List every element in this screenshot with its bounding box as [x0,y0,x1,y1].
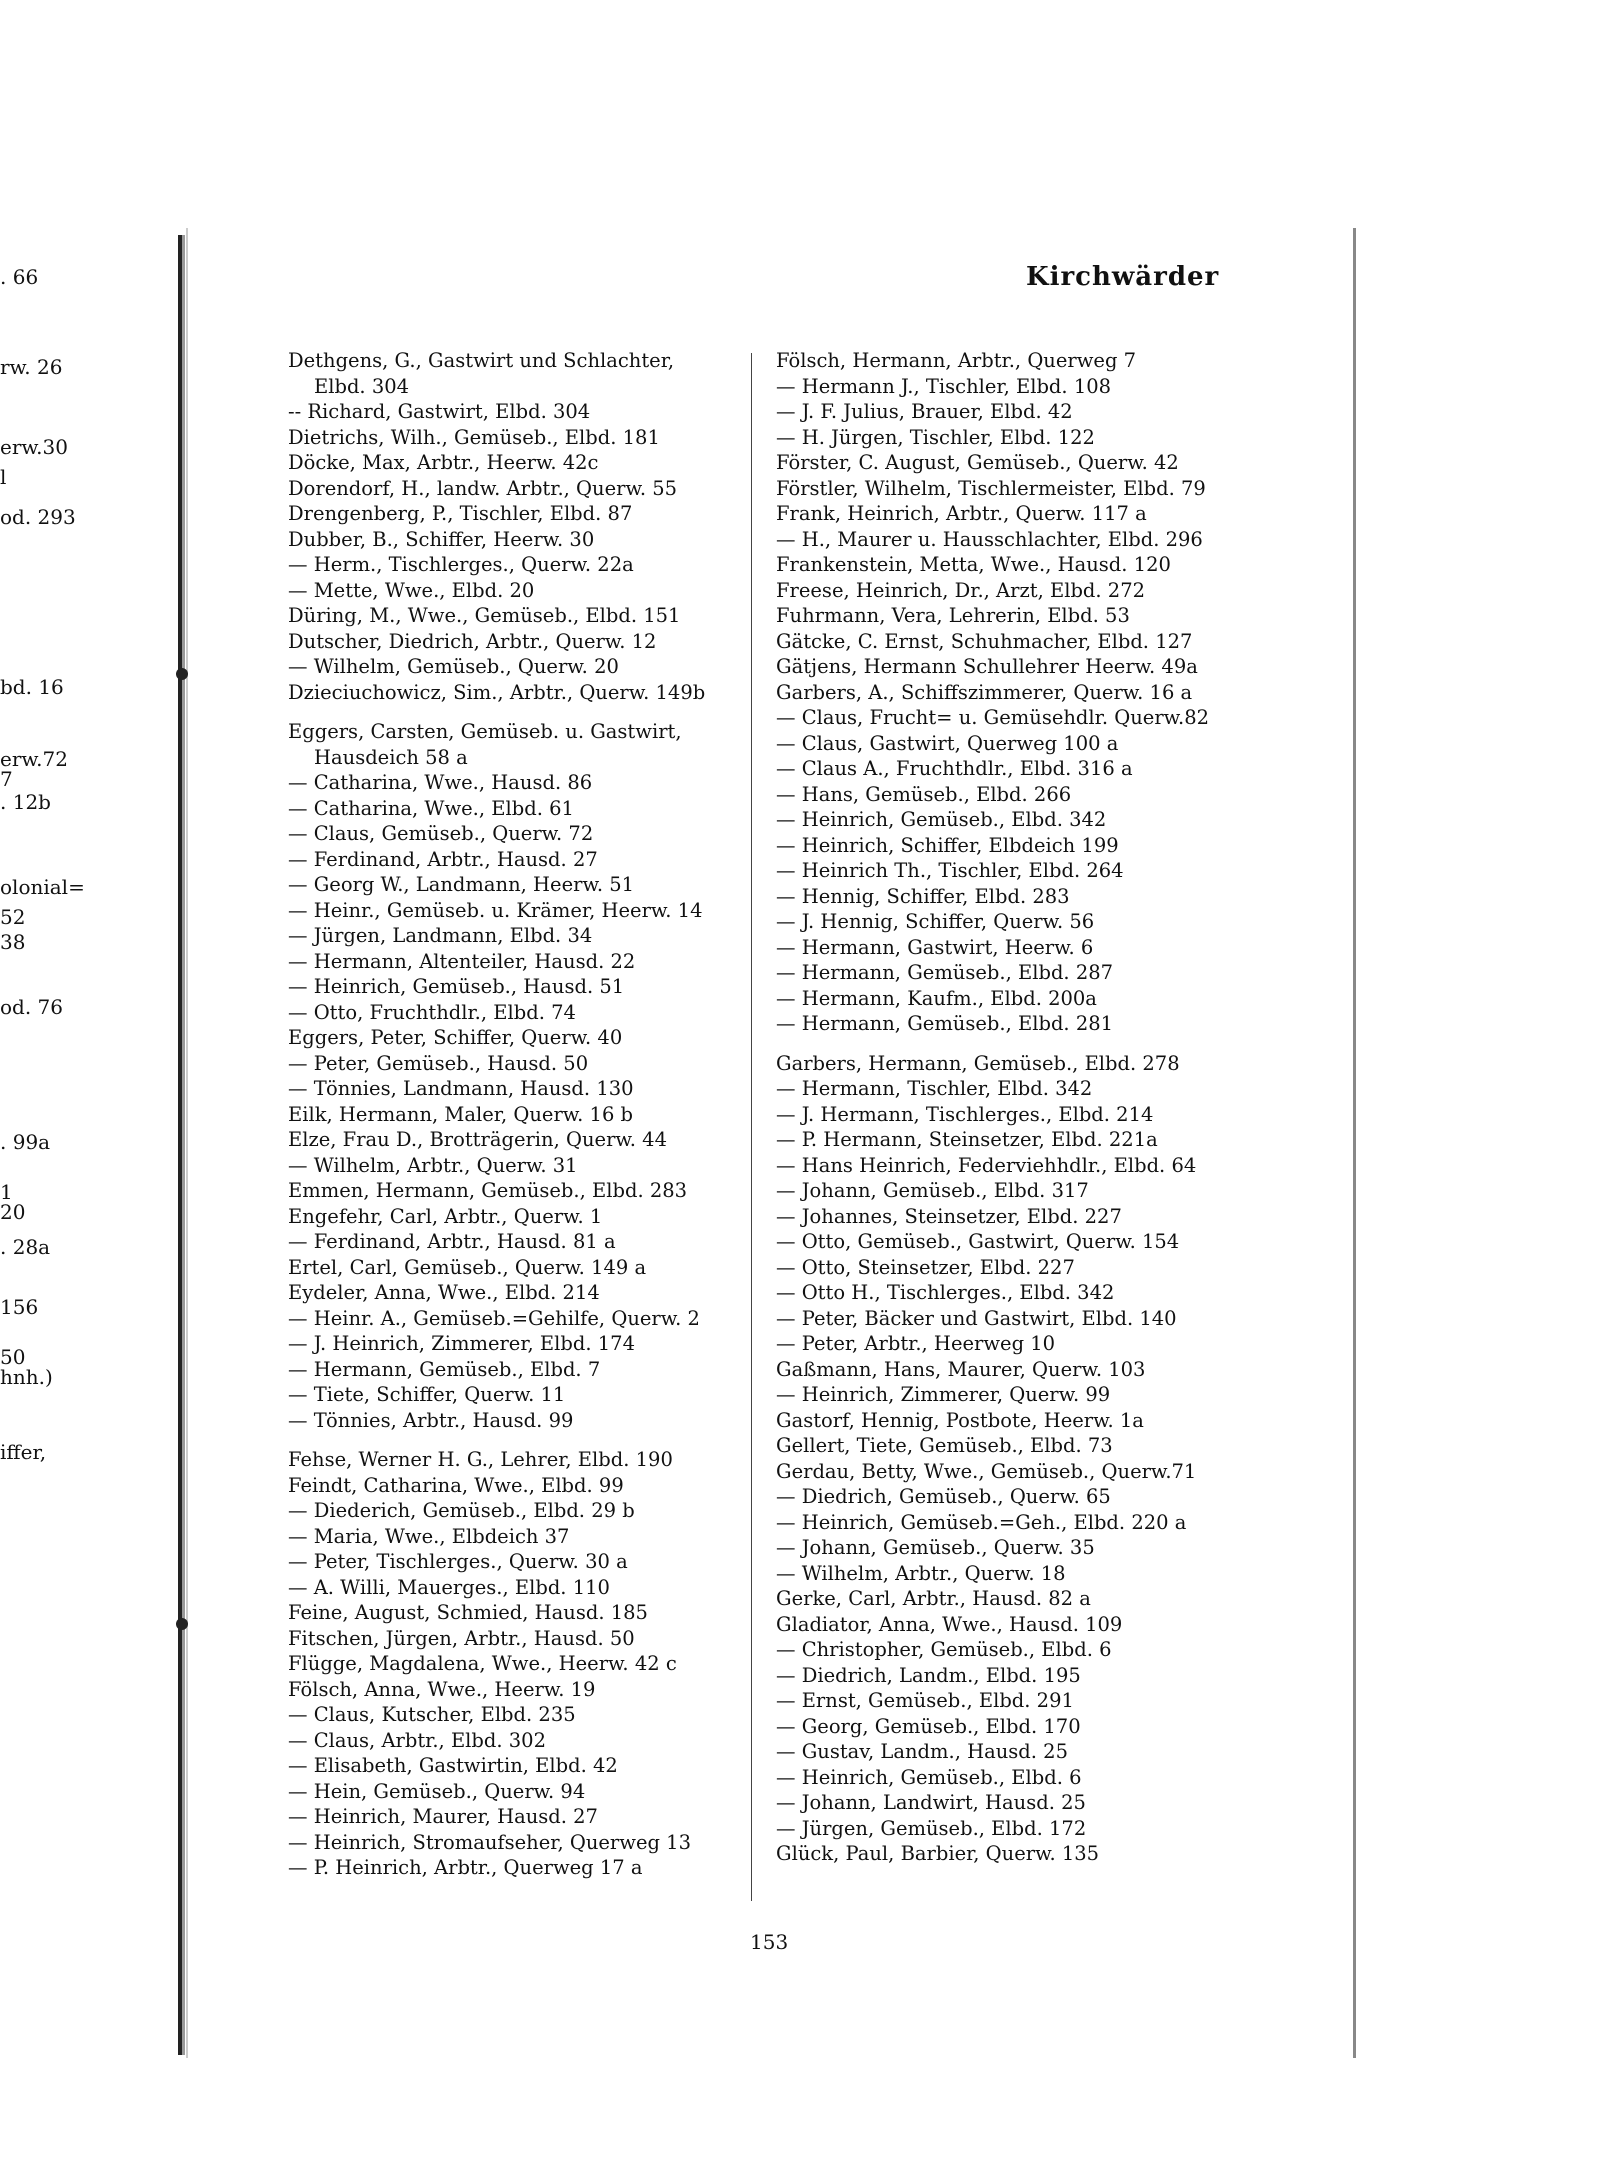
previous-page-fragment: . 12b [0,790,51,814]
directory-entry: — Jürgen, Gemüseb., Elbd. 172 [776,1816,1087,1840]
directory-entry: — Peter, Arbtr., Heerweg 10 [776,1332,1056,1355]
directory-entry: — Hermann, Altenteiler, Hausd. 22 [288,949,636,973]
directory-entry: — Johann, Gemüseb., Querw. 35 [776,1536,1095,1559]
directory-entry: Gätjens, Hermann Schullehrer Heerw. 49a [776,655,1198,678]
page-header-title: Kirchwärder [1026,262,1220,292]
directory-entry: — H. Jürgen, Tischler, Elbd. 122 [776,425,1095,449]
column-divider [751,353,752,1901]
directory-entry: Dietrichs, Wilh., Gemüseb., Elbd. 181 [288,425,660,449]
directory-entry: Flügge, Magdalena, Wwe., Heerw. 42 c [288,1652,677,1675]
previous-page-fragment: 52 [0,905,26,929]
directory-entry: — Tönnies, Landmann, Hausd. 130 [288,1077,634,1100]
directory-entry: — Diedrich, Landm., Elbd. 195 [776,1663,1081,1687]
directory-entry: Frank, Heinrich, Arbtr., Querw. 117 a [776,502,1147,525]
directory-entry: Hausdeich 58 a [314,745,468,769]
directory-entry: Gastorf, Hennig, Postbote, Heerw. 1a [776,1408,1144,1432]
directory-entry: — Hermann, Gastwirt, Heerw. 6 [776,935,1094,959]
previous-page-fragment: iffer, [0,1440,47,1464]
directory-entry: Glück, Paul, Barbier, Querw. 135 [776,1842,1100,1865]
previous-page-fragment: hnh.) [0,1365,53,1389]
directory-entry: — Johann, Gemüseb., Elbd. 317 [776,1179,1089,1202]
directory-entry: — Heinrich, Gemüseb., Hausd. 51 [288,975,625,998]
previous-page-fragment: . 66 [0,265,39,289]
directory-entry: Freese, Heinrich, Dr., Arzt, Elbd. 272 [776,578,1146,602]
binding-staple-mark [176,668,188,680]
directory-entry: — Wilhelm, Arbtr., Querw. 18 [776,1561,1066,1585]
directory-entry: — Wilhelm, Gemüseb., Querw. 20 [288,655,619,678]
directory-entry: — Maria, Wwe., Elbdeich 37 [288,1524,570,1548]
directory-entry: Feindt, Catharina, Wwe., Elbd. 99 [288,1473,624,1497]
directory-entry: — Ferdinand, Arbtr., Hausd. 81 a [288,1230,616,1253]
directory-entry: — Heinrich, Gemüseb.=Geh., Elbd. 220 a [776,1510,1187,1534]
directory-entry: — J. Hermann, Tischlerges., Elbd. 214 [776,1102,1154,1126]
section-gap [288,1433,758,1447]
directory-entry: Eilk, Hermann, Maler, Querw. 16 b [288,1102,634,1126]
directory-entry: — Wilhelm, Arbtr., Querw. 31 [288,1153,578,1177]
directory-entry: Eggers, Carsten, Gemüseb. u. Gastwirt, [288,720,682,743]
directory-entry: — Claus A., Fruchthdlr., Elbd. 316 a [776,757,1133,780]
previous-page-fragment: od. 293 [0,505,76,529]
directory-page [186,228,1356,2058]
directory-entry: — Diederich, Gemüseb., Elbd. 29 b [288,1499,635,1522]
directory-entry: — Georg, Gemüseb., Elbd. 170 [776,1714,1081,1738]
previous-page-fragment: . 99a [0,1130,51,1154]
directory-entry: Engefehr, Carl, Arbtr., Querw. 1 [288,1204,603,1228]
previous-page-fragment: erw.72 [0,747,68,771]
directory-entry: Gellert, Tiete, Gemüseb., Elbd. 73 [776,1434,1113,1457]
directory-entry: Frankenstein, Metta, Wwe., Hausd. 120 [776,553,1171,576]
directory-entry: Dethgens, G., Gastwirt und Schlachter, [288,349,675,372]
directory-entry: — Peter, Gemüseb., Hausd. 50 [288,1051,589,1075]
directory-entry: — Gustav, Landm., Hausd. 25 [776,1740,1068,1763]
directory-entry: — Tönnies, Arbtr., Hausd. 99 [288,1408,574,1432]
previous-page-fragment: 20 [0,1200,26,1224]
directory-entry: Fitschen, Jürgen, Arbtr., Hausd. 50 [288,1626,635,1650]
directory-entry: — Herm., Tischlerges., Querw. 22a [288,553,634,576]
directory-entry: Eggers, Peter, Schiffer, Querw. 40 [288,1026,623,1049]
previous-page-fragment: 156 [0,1295,39,1319]
directory-entry: — Hermann, Gemüseb., Elbd. 281 [776,1012,1114,1035]
directory-entry: — Heinrich, Schiffer, Elbdeich 199 [776,833,1119,857]
directory-entry: Förster, C. August, Gemüseb., Querw. 42 [776,451,1179,474]
directory-entry: — H., Maurer u. Hausschlachter, Elbd. 296 [776,527,1203,551]
directory-entry: Emmen, Hermann, Gemüseb., Elbd. 283 [288,1179,688,1202]
directory-entry: — J. Hennig, Schiffer, Querw. 56 [776,910,1095,933]
directory-entry: — Hermann, Gemüseb., Elbd. 287 [776,961,1114,984]
directory-entry: Gerke, Carl, Arbtr., Hausd. 82 a [776,1587,1091,1610]
previous-page-fragment: 7 [0,767,13,791]
directory-entry: — P. Heinrich, Arbtr., Querweg 17 a [288,1856,643,1879]
directory-entry: — Heinrich, Gemüseb., Elbd. 342 [776,808,1107,831]
directory-entry: — Heinr. A., Gemüseb.=Gehilfe, Querw. 2 [288,1306,700,1330]
directory-entry: — Claus, Frucht= u. Gemüsehdlr. Querw.82 [776,706,1210,729]
directory-entry: — J. Heinrich, Zimmerer, Elbd. 174 [288,1332,635,1355]
previous-page-fragment: l [0,465,7,489]
directory-entry: — Heinrich Th., Tischler, Elbd. 264 [776,859,1124,882]
directory-entry: — Hans Heinrich, Federviehhdlr., Elbd. 64 [776,1153,1197,1177]
previous-page-fragment: 38 [0,930,26,954]
directory-entry: — Christopher, Gemüseb., Elbd. 6 [776,1638,1112,1661]
previous-page-fragment: olonial= [0,875,85,899]
directory-entry: — Johann, Landwirt, Hausd. 25 [776,1791,1086,1814]
directory-entry: — Hermann, Gemüseb., Elbd. 7 [288,1357,601,1381]
directory-entry: — Tiete, Schiffer, Querw. 11 [288,1383,566,1406]
previous-page-fragment: 50 [0,1345,26,1369]
previous-page-fragment: . 28a [0,1235,51,1259]
directory-entry: Garbers, A., Schiffszimmerer, Querw. 16 a [776,680,1193,704]
right-column [776,348,1246,1867]
previous-page-fragment: rw. 26 [0,355,63,379]
directory-entry: — J. F. Julius, Brauer, Elbd. 42 [776,400,1073,423]
binding-staple-mark [176,1618,188,1630]
directory-entry: Dutscher, Diedrich, Arbtr., Querw. 12 [288,629,657,653]
directory-entry: — Claus, Gastwirt, Querweg 100 a [776,731,1119,755]
directory-entry: — Hans, Gemüseb., Elbd. 266 [776,782,1072,806]
directory-entry: — Hermann, Kaufm., Elbd. 200a [776,986,1097,1010]
directory-entry: — Heinrich, Zimmerer, Querw. 99 [776,1383,1111,1406]
directory-entry: -- Richard, Gastwirt, Elbd. 304 [288,400,591,423]
section-gap [288,705,758,719]
directory-entry: — Georg W., Landmann, Heerw. 51 [288,873,635,896]
directory-entry: — Peter, Bäcker und Gastwirt, Elbd. 140 [776,1306,1177,1330]
directory-entry: Gätcke, C. Ernst, Schuhmacher, Elbd. 127 [776,629,1193,653]
directory-entry: Döcke, Max, Arbtr., Heerw. 42c [288,451,599,474]
directory-entry: — Peter, Tischlerges., Querw. 30 a [288,1550,628,1573]
previous-page-fragment: 1 [0,1180,13,1204]
directory-entry: — Hennig, Schiffer, Elbd. 283 [776,884,1070,908]
directory-entry: Fölsch, Anna, Wwe., Heerw. 19 [288,1677,596,1701]
directory-entry: Fölsch, Hermann, Arbtr., Querweg 7 [776,349,1137,372]
directory-entry: — Heinrich, Gemüseb., Elbd. 6 [776,1765,1082,1789]
page-number: 153 [750,1930,789,1954]
directory-entry: Dubber, B., Schiffer, Heerw. 30 [288,527,595,551]
directory-entry: — Otto, Gemüseb., Gastwirt, Querw. 154 [776,1230,1180,1253]
directory-entry: — Hermann J., Tischler, Elbd. 108 [776,374,1112,398]
directory-entry: — Claus, Kutscher, Elbd. 235 [288,1703,576,1726]
directory-entry: — Ferdinand, Arbtr., Hausd. 27 [288,847,598,871]
directory-entry: Förstler, Wilhelm, Tischlermeister, Elbd. 79 [776,476,1206,500]
directory-entry: Feine, August, Schmied, Hausd. 185 [288,1601,648,1624]
directory-entry: — Otto, Steinsetzer, Elbd. 227 [776,1255,1075,1279]
directory-entry: — Jürgen, Landmann, Elbd. 34 [288,924,593,947]
directory-entry: — Heinrich, Stromaufseher, Querweg 13 [288,1830,691,1854]
directory-entry: Gerdau, Betty, Wwe., Gemüseb., Querw.71 [776,1459,1197,1483]
directory-entry: Düring, M., Wwe., Gemüseb., Elbd. 151 [288,604,681,627]
directory-entry: — Catharina, Wwe., Hausd. 86 [288,771,593,794]
directory-entry: — Ernst, Gemüseb., Elbd. 291 [776,1689,1074,1712]
directory-entry: — Diedrich, Gemüseb., Querw. 65 [776,1485,1111,1508]
previous-page-fragment: od. 76 [0,995,64,1019]
left-column [288,348,758,1881]
directory-entry: — Claus, Gemüseb., Querw. 72 [288,822,594,845]
directory-entry: Fehse, Werner H. G., Lehrer, Elbd. 190 [288,1448,673,1471]
directory-entry: — Claus, Arbtr., Elbd. 302 [288,1728,546,1752]
directory-entry: Dorendorf, H., landw. Arbtr., Querw. 55 [288,476,678,500]
directory-entry: Dzieciuchowicz, Sim., Arbtr., Querw. 149b [288,680,706,704]
directory-entry: — Heinr., Gemüseb. u. Krämer, Heerw. 14 [288,898,703,922]
directory-entry: Gaßmann, Hans, Maurer, Querw. 103 [776,1357,1146,1381]
previous-page-fragment: bd. 16 [0,675,64,699]
directory-entry: Eydeler, Anna, Wwe., Elbd. 214 [288,1281,600,1304]
directory-entry: Ertel, Carl, Gemüseb., Querw. 149 a [288,1255,647,1279]
directory-entry: — Hermann, Tischler, Elbd. 342 [776,1077,1093,1100]
directory-entry: — Hein, Gemüseb., Querw. 94 [288,1779,586,1803]
previous-page-fragment: erw.30 [0,435,68,459]
directory-entry: — Elisabeth, Gastwirtin, Elbd. 42 [288,1754,618,1777]
directory-entry: — Otto H., Tischlerges., Elbd. 342 [776,1281,1115,1304]
directory-entry: — Mette, Wwe., Elbd. 20 [288,578,535,602]
directory-entry: — Otto, Fruchthdlr., Elbd. 74 [288,1000,576,1024]
directory-entry: Elbd. 304 [314,374,410,398]
directory-entry: — A. Willi, Mauerges., Elbd. 110 [288,1575,610,1599]
directory-entry: — Catharina, Wwe., Elbd. 61 [288,796,574,820]
previous-page-edge [0,235,182,2055]
directory-entry: — Johannes, Steinsetzer, Elbd. 227 [776,1204,1122,1228]
directory-entry: — P. Hermann, Steinsetzer, Elbd. 221a [776,1128,1158,1151]
section-gap [776,1037,1246,1051]
directory-entry: Fuhrmann, Vera, Lehrerin, Elbd. 53 [776,604,1130,627]
directory-entry: Garbers, Hermann, Gemüseb., Elbd. 278 [776,1051,1180,1075]
directory-entry: — Heinrich, Maurer, Hausd. 27 [288,1805,598,1828]
directory-entry: Gladiator, Anna, Wwe., Hausd. 109 [776,1612,1123,1636]
directory-entry: Drengenberg, P., Tischler, Elbd. 87 [288,502,633,525]
directory-entry: Elze, Frau D., Brotträgerin, Querw. 44 [288,1128,667,1151]
